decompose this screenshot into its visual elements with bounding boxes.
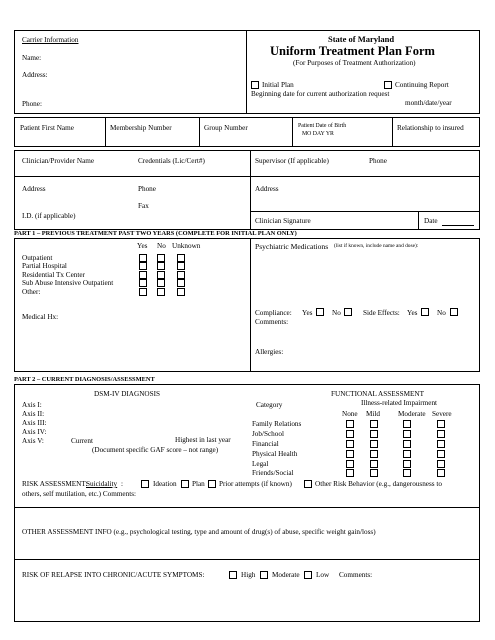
prev-treatment-unknown-checkbox[interactable]	[177, 262, 185, 270]
relapse-comments-label: Comments:	[339, 571, 373, 579]
continuing-report-label: Continuing Report	[395, 81, 449, 89]
carrier-address-label: Address:	[22, 71, 48, 79]
supervisor-address-field[interactable]: Address	[255, 185, 279, 193]
carrier-phone-label: Phone:	[22, 100, 42, 108]
provider-name-field[interactable]: Clinician/Provider Name	[22, 157, 95, 165]
suicidality-label: Suicidality	[86, 480, 118, 488]
prev-treatment-no-checkbox[interactable]	[157, 271, 165, 279]
risk-label: RISK ASSESSMENT:	[22, 480, 88, 488]
prior-attempts-label: Prior attempts (if known)	[219, 480, 292, 488]
relapse-low-checkbox[interactable]	[304, 571, 312, 579]
prior-attempts-checkbox[interactable]	[208, 480, 216, 488]
part2-line	[14, 507, 480, 508]
compliance-no-label: No	[332, 309, 341, 317]
relapse-moderate-checkbox[interactable]	[260, 571, 268, 579]
clinician-divider	[250, 150, 251, 230]
group-number-field[interactable]: Group Number	[204, 124, 248, 132]
functional-title: FUNCTIONAL ASSESSMENT	[331, 390, 424, 398]
impairment-mild-checkbox[interactable]	[370, 420, 378, 428]
impairment-mild-checkbox[interactable]	[370, 450, 378, 458]
clinician-divider	[418, 211, 419, 230]
part1-section	[14, 238, 480, 372]
prev-treatment-no-checkbox[interactable]	[157, 262, 165, 270]
patient-row-divider	[199, 117, 200, 147]
supervisor-field[interactable]: Supervisor (If applicable)	[255, 157, 329, 165]
col-yes-label: Yes	[137, 242, 148, 250]
impairment-moderate-checkbox[interactable]	[403, 450, 411, 458]
functional-category-label: Family Relations	[252, 420, 302, 428]
prev-treatment-no-checkbox[interactable]	[157, 254, 165, 262]
prev-treatment-unknown-checkbox[interactable]	[177, 254, 185, 262]
impairment-moderate-checkbox[interactable]	[403, 440, 411, 448]
initial-plan-checkbox[interactable]	[251, 81, 259, 89]
axis-label: Axis I:	[22, 401, 42, 409]
side-effects-no-label: No	[437, 309, 446, 317]
col-no-label: No	[157, 242, 166, 250]
clinician-line	[250, 211, 480, 212]
clinician-signature-field[interactable]: Clinician Signature	[255, 217, 311, 225]
side-effects-label: Side Effects:	[363, 309, 400, 317]
side-effects-yes-label: Yes	[407, 309, 418, 317]
date-underline	[442, 225, 474, 226]
functional-category-label: Job/School	[252, 430, 284, 438]
relapse-high-checkbox[interactable]	[229, 571, 237, 579]
provider-fax-field[interactable]: Fax	[138, 202, 149, 210]
relapse-low-label: Low	[316, 571, 330, 579]
membership-number-field[interactable]: Membership Number	[110, 124, 172, 132]
prev-treatment-unknown-checkbox[interactable]	[177, 279, 185, 287]
header-divider	[246, 30, 247, 114]
provider-phone-field[interactable]: Phone	[138, 185, 156, 193]
part1-heading: PART 1 – PREVIOUS TREATMENT PAST TWO YEARS (COMPLETE FOR INITIAL PLAN ONLY)	[14, 230, 297, 237]
plan-checkbox[interactable]	[181, 480, 189, 488]
prev-treatment-no-checkbox[interactable]	[157, 279, 165, 287]
other-risk-label: Other Risk Behavior (e.g., dangerousness to	[315, 480, 442, 488]
axis-label: Axis II:	[22, 410, 45, 418]
relapse-moderate-label: Moderate	[272, 571, 300, 579]
medical-hx-label: Medical Hx:	[22, 313, 59, 321]
continuing-report-checkbox[interactable]	[384, 81, 392, 89]
prev-treatment-unknown-checkbox[interactable]	[177, 288, 185, 296]
impairment-mild-checkbox[interactable]	[370, 460, 378, 468]
date-format-label: month/date/year	[405, 99, 452, 107]
prev-treatment-yes-checkbox[interactable]	[139, 254, 147, 262]
prev-treatment-unknown-checkbox[interactable]	[177, 271, 185, 279]
impairment-moderate-checkbox[interactable]	[403, 469, 411, 477]
compliance-label: Compliance:	[255, 309, 292, 317]
impairment-none-checkbox[interactable]	[346, 450, 354, 458]
impairment-level-label: Mild	[366, 410, 380, 418]
compliance-no-checkbox[interactable]	[344, 308, 352, 316]
impairment-severe-checkbox[interactable]	[437, 420, 445, 428]
impairment-none-checkbox[interactable]	[346, 430, 354, 438]
carrier-name-label: Name:	[22, 54, 42, 62]
side-effects-no-checkbox[interactable]	[450, 308, 458, 316]
impairment-severe-checkbox[interactable]	[437, 450, 445, 458]
impairment-level-label: Severe	[432, 410, 452, 418]
credentials-field[interactable]: Credentials (Lic/Cert#)	[138, 157, 205, 165]
prev-treatment-yes-checkbox[interactable]	[139, 288, 147, 296]
supervisor-phone-field[interactable]: Phone	[369, 157, 387, 165]
risk-comments-label: others, self mutilation, etc.) Comments:	[22, 490, 136, 498]
impairment-severe-checkbox[interactable]	[437, 440, 445, 448]
dob-field[interactable]: Patient Date of Birth	[298, 123, 347, 129]
relationship-field[interactable]: Relationship to insured	[397, 124, 464, 132]
col-unknown-label: Unknown	[172, 242, 201, 250]
impairment-level-label: None	[342, 410, 358, 418]
impairment-none-checkbox[interactable]	[346, 420, 354, 428]
patient-row-divider	[392, 117, 393, 147]
part1-divider	[250, 238, 251, 372]
signature-date-field[interactable]: Date	[424, 217, 438, 225]
gaf-current-label: Current	[71, 437, 93, 445]
functional-category-label: Legal	[252, 460, 269, 468]
impairment-mild-checkbox[interactable]	[370, 430, 378, 438]
clinician-line	[14, 176, 480, 177]
category-label: Category	[256, 401, 283, 409]
functional-category-label: Financial	[252, 440, 279, 448]
provider-address-field[interactable]: Address	[22, 185, 46, 193]
functional-category-label: Friends/Social	[252, 469, 294, 477]
ideation-label: Ideation	[153, 480, 177, 488]
axis-label: Axis III:	[22, 419, 47, 427]
impairment-none-checkbox[interactable]	[346, 440, 354, 448]
gaf-note: (Document specific GAF score – not range)	[92, 446, 219, 454]
patient-row-divider	[105, 117, 106, 147]
prev-treatment-no-checkbox[interactable]	[157, 288, 165, 296]
dsm-title: DSM-IV DIAGNOSIS	[94, 390, 160, 398]
impairment-severe-checkbox[interactable]	[437, 460, 445, 468]
compliance-yes-label: Yes	[302, 309, 313, 317]
impairment-label: Illness-related Impairment	[361, 399, 438, 407]
prev-treatment-label: Sub Abuse Intensive Outpatient	[22, 279, 114, 287]
relapse-label: RISK OF RELAPSE INTO CHRONIC/ACUTE SYMPTOMS:	[22, 571, 205, 579]
form-subtitle: (For Purposes of Treatment Authorization)	[293, 59, 416, 67]
other-assessment-label: OTHER ASSESSMENT INFO (e.g., psychological testing, type and amount of drug(s) of abuse, specific weight gain/loss)	[22, 528, 376, 536]
psych-meds-label: Psychiatric Medications	[255, 242, 329, 251]
impairment-mild-checkbox[interactable]	[370, 440, 378, 448]
impairment-none-checkbox[interactable]	[346, 460, 354, 468]
initial-plan-label: Initial Plan	[262, 81, 294, 89]
impairment-mild-checkbox[interactable]	[370, 469, 378, 477]
psych-meds-note: (list if known, include name and dose):	[334, 243, 419, 249]
relapse-high-label: High	[241, 571, 256, 579]
beginning-date-label: Beginning date for current authorization request	[251, 90, 390, 98]
patient-row-divider	[292, 117, 293, 147]
part2-heading: PART 2 – CURRENT DIAGNOSIS/ASSESSMENT	[14, 376, 155, 383]
impairment-severe-checkbox[interactable]	[437, 430, 445, 438]
comments-label: Comments:	[255, 318, 289, 326]
prev-treatment-yes-checkbox[interactable]	[139, 279, 147, 287]
other-risk-checkbox[interactable]	[304, 480, 312, 488]
carrier-info-label: Carrier Information	[22, 36, 79, 44]
prev-treatment-yes-checkbox[interactable]	[139, 271, 147, 279]
impairment-moderate-checkbox[interactable]	[403, 430, 411, 438]
gaf-highest-label: Highest in last year	[175, 436, 231, 444]
prev-treatment-label: Residential Tx Center	[22, 271, 85, 279]
prev-treatment-yes-checkbox[interactable]	[139, 262, 147, 270]
suicidality-colon: :	[121, 480, 123, 488]
compliance-yes-checkbox[interactable]	[316, 308, 324, 316]
prev-treatment-label: Other:	[22, 288, 41, 296]
functional-category-label: Physical Health	[252, 450, 298, 458]
impairment-severe-checkbox[interactable]	[437, 469, 445, 477]
patient-first-name-field[interactable]: Patient First Name	[20, 124, 74, 132]
impairment-moderate-checkbox[interactable]	[403, 420, 411, 428]
part2-line	[14, 559, 480, 560]
axis-label: Axis IV:	[22, 428, 47, 436]
side-effects-yes-checkbox[interactable]	[421, 308, 429, 316]
impairment-none-checkbox[interactable]	[346, 469, 354, 477]
dob-format: MO DAY YR	[302, 131, 334, 137]
ideation-checkbox[interactable]	[141, 480, 149, 488]
prev-treatment-label: Outpatient	[22, 254, 53, 262]
axis-label: Axis V:	[22, 437, 44, 445]
prev-treatment-label: Partial Hospital	[22, 262, 67, 270]
state-label: State of Maryland	[328, 34, 395, 44]
impairment-level-label: Moderate	[398, 410, 426, 418]
plan-label: Plan	[192, 480, 205, 488]
provider-id-field[interactable]: I.D. (if applicable)	[22, 212, 76, 220]
allergies-label: Allergies:	[255, 348, 284, 356]
form-title: Uniform Treatment Plan Form	[270, 44, 435, 58]
impairment-moderate-checkbox[interactable]	[403, 460, 411, 468]
